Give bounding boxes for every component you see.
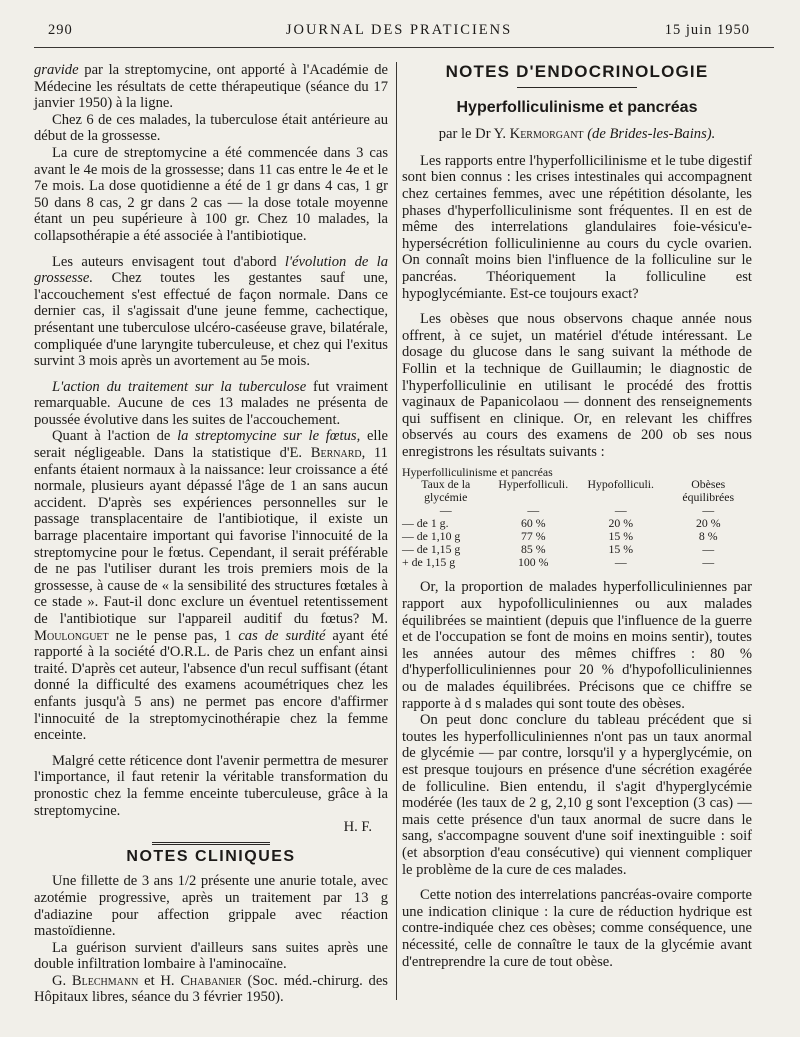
text: par le Dr Y.: [438, 126, 510, 143]
table-cell: 100 %: [518, 555, 549, 570]
emphasis: L'action du traitement sur la tuberculose: [52, 378, 307, 395]
results-table: Hyperfolliculinisme et pancréas Taux de la glycémie Hyperfolliculi. Hypofolliculi. Obèses équilibrées — — — — — de 1 g. 60 % 20 % 20 % — de 1,10 g 77 % 15 % 8 % — de 1,15 g 85 % 15 % — + de 1,15 g 100 % — —: [402, 466, 752, 569]
page-number: 290: [48, 22, 73, 38]
paragraph: [34, 379, 388, 429]
section-divider: [152, 842, 270, 845]
header-rule: [34, 47, 774, 48]
author-name: Bernard: [310, 445, 362, 462]
text: ayant été rapporté à la société d'O.R.L. de Paris chez un enfant ainsi traité. D'après cet auteur, l'absence d'un recul suffisant (étant donné la difficulté des examens acoumétriques chez les enfants jusqu'à 5 ans) ne permet pas encore d'affirmer l'innocuité de la streptomycinothérapie chez la femme enceinte.: [34, 627, 388, 744]
table-cell: — de 1,15 g: [402, 542, 461, 557]
paragraph: [34, 428, 388, 743]
text: Chez toutes les gestantes sauf une, l'accouchement s'est effectué de façon normale. Dans ce dernier cas, il s'agissait d'une jeune femme, cachectique, présentant une tuberculose ulcéro-caséeuse grave, bilatérale, compliquée d'une laryngite tuberculeuse, et chez qui l'exitus survint 3 mois après un avortement au 5e mois.: [34, 270, 388, 370]
author-name: Kermorgant: [509, 126, 584, 143]
journal-title: JOURNAL DES PRATICIENS: [285, 22, 513, 38]
table-cell: + de 1,15 g: [402, 555, 456, 570]
running-header: [48, 22, 750, 42]
article-title: Hyperfolliculinisme et pancréas: [456, 98, 698, 116]
author-name: Moulonguet: [34, 627, 109, 644]
table-cell: —: [702, 542, 715, 557]
table-header: Obèses équilibrées: [682, 477, 735, 505]
emphasis: la streptomycine sur le fœtus,: [177, 428, 361, 445]
paragraph: La cure de streptomycine a été commencée dans 3 cas avant le 4e mois de la grossesse; dans 11 cas entre le 4e et le 7e mois. La dose quotidienne a été de 1 gr dans 4 cas, 1 gr 50 dans 8 cas, 2 gr dans 2 cas — la dose totale moyenne étant un peu supérieure à 100 gr. Chez 10 malades, la collapsothérapie a été associée à l'antibiotique.: [34, 144, 388, 244]
table-header: Hypofolliculi.: [587, 477, 654, 492]
text: elle serait négligeable. Dans la statistique d'E.: [34, 428, 389, 462]
paragraph: Chez 6 de ces malades, la tuberculose était antérieure au début de la grossesse.: [34, 111, 388, 145]
paragraph: Les rapports entre l'hyperfollicilinisme et le tube digestif sont bien connus : les crises intestinales qui accompagnent chez certaines femmes, avec une répétition désolante, les phases d'hyperfolliculinisme sont fréquentes. Il en est de même des interrelations glandulaires foie-vésicu'e-hypersécrétion folliculinienne au cours du cycle ovarien. On connaît moins bien l'influence de la folliculine sur le pancréas. Théoriquement la folliculine est hypoglycémiante. Est-ce toujours exact?: [402, 152, 752, 302]
paragraph: On peut donc conclure du tableau précédent que si toutes les hyperfolliculiniennes n'ont pas un taux anormal de glycémie — par contre, lorsqu'il y a hyperglycémie, on est presque toujours en présence d'une sécrétion exagérée de folliculine. Bien entendu, il s'agit d'hyperglycémie modérée (les taux de 2 g, 2,10 g sont l'exception (3 cas) — mais cette présence d'un taux anormal de sucre dans le sang, s'accompagne souvent d'une soif inextinguible : soif (et absorption d'eau consécutive) qui viennent compliquer le problème de la cure de ces malades.: [402, 712, 752, 878]
table-cell: 15 %: [608, 542, 634, 557]
paragraph: Malgré cette réticence dont l'avenir permettra de mesurer l'importance, il faut retenir la véritable transformation du pronostic chez la femme enceinte tuberculeuse, grâce à la streptomycine.: [34, 752, 388, 819]
text: Quant à l'action de: [52, 428, 178, 445]
signature: H. F.: [343, 819, 372, 836]
table-header: Hyperfolliculi.: [498, 477, 569, 492]
table-cell: —: [702, 555, 715, 570]
table-cell: 60 %: [520, 516, 546, 531]
table-cell: 20 %: [608, 516, 634, 531]
paragraph: [34, 254, 388, 370]
author-name: G. Blechmann: [52, 972, 139, 989]
table-caption: Hyperfolliculinisme et pancréas: [402, 465, 553, 480]
emphasis: gravide: [34, 62, 79, 78]
table-row: [402, 556, 752, 569]
table-header: Taux de la glycémie: [421, 477, 471, 505]
emphasis: l'évolution de la grossesse.: [34, 253, 388, 287]
paragraph: Cette notion des interrelations pancréas-ovaire comporte une indication clinique : la cure de réduction hydrique est contre-indiquée chez ces obèses; comme conséquence, une nécessité, celle de connaître le taux de la glycémie avant d'entreprendre la cure de tout obèse.: [402, 887, 752, 970]
table-cell: — de 1 g.: [402, 516, 449, 531]
table-cell: 77 %: [520, 529, 546, 544]
paragraph: Une fillette de 3 ans 1/2 présente une anurie totale, avec azotémie progressive, après un traitement par 13 g d'adiazine pour affection grippale avec réaction mastoïdienne.: [34, 873, 388, 940]
section-title: NOTES D'ENDOCRINOLOGIE: [445, 62, 709, 81]
citation: [34, 973, 388, 1006]
paragraph: Or, la proportion de malades hyperfolliculiniennes par rapport aux hypofolliculiniennes ou aux malades équilibrées se maintient (depuis que l'influence de la guerre et de l'occupation se font de moins en moins sentir), toutes les années autour des mêmes chiffres : 80 % d'hyperfolliculiniennes pour 20 % d'hypofolliculiniennes ou de malades équilibrées. Précisons que ce chiffre se rapporte à d s malades qui sont toute des obèses.: [402, 579, 752, 712]
issue-date: 15 juin 1950: [664, 22, 750, 38]
table-cell: —: [614, 555, 627, 570]
table-cell: 85 %: [520, 542, 546, 557]
text: Les auteurs envisagent tout d'abord: [52, 253, 285, 270]
text: par la streptomycine, ont apporté à l'Académie de Médecine les résultats de cette thérapeutique (séance du 17 janvier 1950) à la ligne.: [34, 62, 388, 112]
title-rule: [517, 87, 637, 88]
author-name: Chabanier: [180, 972, 242, 989]
column-divider: [396, 62, 397, 1000]
paragraph: Les obèses que nous observons chaque année nous offrent, à ce sujet, un matériel d'étude intéressant. Le dosage du glucose dans le sang suivant la méthode de Follin et la technique de Guillaumin; le diagnostic de l'hyperfolliculinie en utilisant le procédé des frottis vaginaux de Papanicolaou — donnent des renseignements qui suffisent en clinique. Or, en relevant les chiffres observés au cours des examens de 200 ob ses nous enregistrons les résultats suivants :: [402, 311, 752, 460]
emphasis: cas de surdité: [238, 627, 326, 644]
text: et H.: [138, 972, 181, 989]
left-column: [34, 62, 388, 1006]
section-title: NOTES CLINIQUES: [126, 847, 296, 865]
paragraph: [34, 62, 388, 112]
right-column: [402, 62, 752, 970]
table-cell: 15 %: [608, 529, 634, 544]
text: (Soc. méd.-chirurg. des Hôpitaux libres, séance du 3 février 1950).: [34, 972, 388, 1006]
text: fut vraiment remarquable. Aucune de ces 13 malades ne présenta de poussée évolutive dans les suites de l'accouchement.: [34, 378, 388, 428]
paragraph: La guérison survient d'ailleurs sans suites après une double infiltration lombaire à l'aminocaïne.: [34, 939, 388, 973]
table-cell: 20 %: [695, 516, 721, 531]
table-cell: 8 %: [698, 529, 718, 544]
text: ne le pense pas, 1: [108, 627, 239, 644]
byline: [402, 126, 752, 143]
emphasis: (de Brides-les-Bains).: [587, 126, 716, 143]
table-cell: — de 1,10 g: [402, 529, 461, 544]
text: , 11 enfants étaient normaux à la naissance: leur croissance a été normale, plusieurs ayant dépassé l'âge de 1 an sans aucun accident. D'après ses expériences personnelles sur le passage transplacentaire de l'antibiotique, il existe un barrage placentaire important qui favorise l'innocuité de la streptomycine pour le fœtus. Cependant, il serait préférable de ne pas l'utiliser durant les trois premiers mois de la grossesse, à cause de « la sensibilité des structures fœtales à ce stade ». Faut-il donc exclure un éventuel retentissement de l'antibiotique sur l'appareil auditif du fœtus? M.: [34, 445, 388, 627]
